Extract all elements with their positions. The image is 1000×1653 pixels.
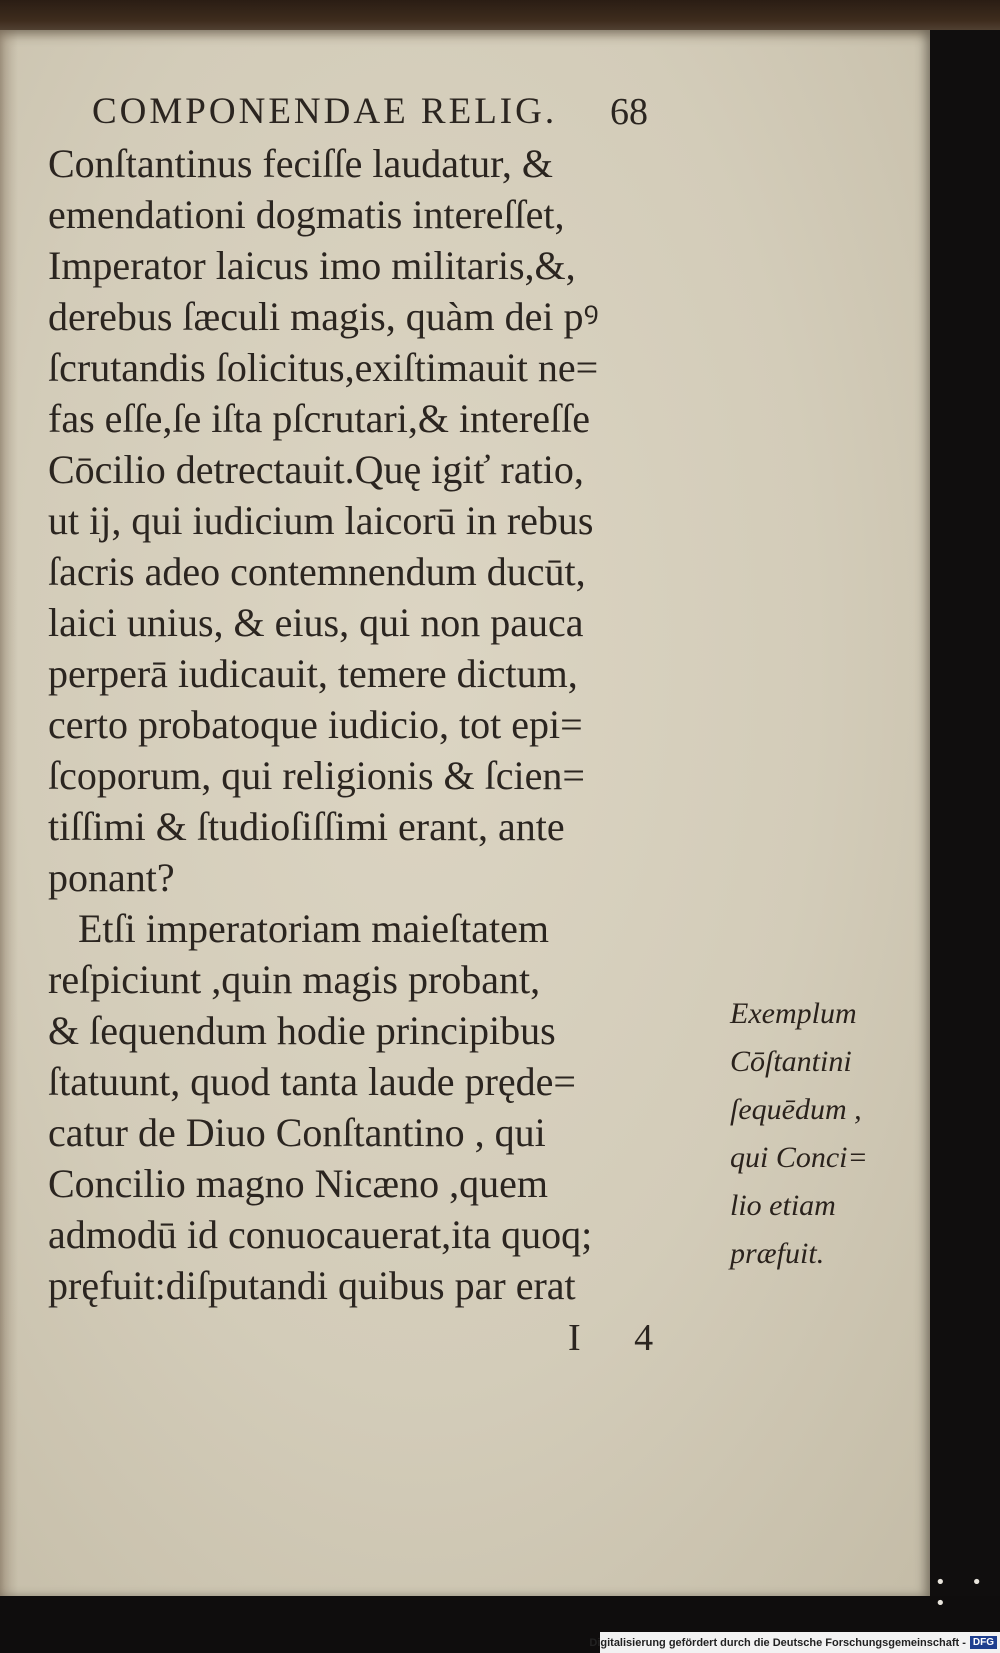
text-line: Concilio magno Nicæno ,quem: [48, 1161, 548, 1206]
signature-mark: I 4: [568, 1317, 676, 1359]
text-line: certo probatoque iudicio, tot epi=: [48, 702, 583, 747]
page-number: 68: [610, 91, 648, 133]
running-title: COMPONENDAE RELIG.: [92, 91, 558, 132]
text-line: catur de Diuo Conſtantino , qui: [48, 1110, 546, 1155]
credit-text: Digitalisierung gefördert durch die Deutsche Forschungsgemeinschaft -: [589, 1636, 966, 1649]
margin-note-line: lio etiam: [730, 1189, 836, 1222]
text-line: ut ij, qui iudicium laicorū in rebus: [48, 498, 594, 543]
text-line: Cōcilio detrectauit.Quę igiť ratio,: [48, 447, 584, 492]
marginal-note: [730, 990, 920, 1278]
text-line: laici unius, & eius, qui non pauca: [48, 600, 584, 645]
text-line: fas eſſe,ſe iſta pſcrutari,& intereſſe: [48, 396, 590, 441]
text-line: emendationi dogmatis intereſſet,: [48, 192, 565, 237]
text-line: reſpiciunt ,quin magis probant,: [48, 957, 541, 1002]
margin-note-line: Exemplum: [730, 997, 857, 1030]
digitization-credit-bar: [589, 1632, 1000, 1653]
text-line: perperā iudicauit, temere dictum,: [48, 651, 578, 696]
text-line: ſcrutandis ſolicitus,exiſtimauit ne=: [48, 345, 599, 390]
text-line: Imperator laicus imo militaris,&,: [48, 243, 576, 288]
margin-note-line: qui Conci=: [730, 1141, 868, 1174]
text-line: tiſſimi & ſtudioſiſſimi erant, ante: [48, 804, 565, 849]
body-text: [48, 138, 712, 1311]
text-line: ſtatuunt, quod tanta laude pręde=: [48, 1059, 576, 1104]
text-line: ſcoporum, qui religionis & ſcien=: [48, 753, 585, 798]
text-line: Conſtantinus feciſſe laudatur, &: [48, 141, 553, 186]
text-line: & ſequendum hodie principibus: [48, 1008, 556, 1053]
text-line: admodū id conuocauerat,ita quoq;: [48, 1212, 593, 1257]
text-line: ponant?: [48, 855, 175, 900]
book-top-edge: [0, 0, 1000, 34]
dfg-logo: DFG: [970, 1636, 997, 1649]
text-line: ſacris adeo contemnendum ducūt,: [48, 549, 586, 594]
text-line: Etſi imperatoriam maieſtatem: [48, 906, 549, 951]
text-line: pręfuit:diſputandi quibus par erat: [48, 1263, 576, 1308]
margin-note-line: ſequēdum ,: [730, 1093, 862, 1126]
text-line: derebus ſæculi magis, quàm dei pꝰ: [48, 294, 599, 339]
book-right-shadow: [930, 30, 1000, 1596]
margin-note-line: Cōſtantini: [730, 1045, 852, 1078]
running-head: [92, 90, 662, 133]
margin-note-line: præfuit.: [730, 1237, 825, 1270]
scan-edge-dots: • • •: [935, 1572, 992, 1614]
page-gutter-shade: [0, 30, 18, 1596]
